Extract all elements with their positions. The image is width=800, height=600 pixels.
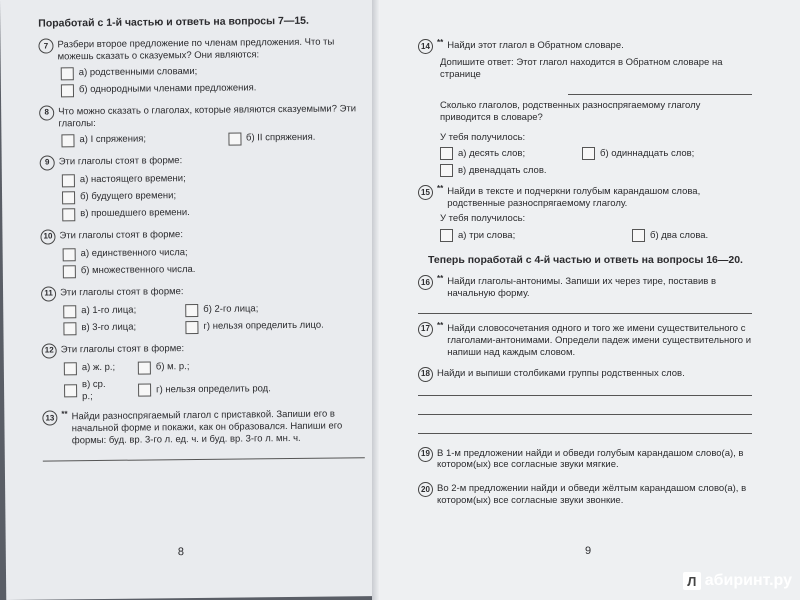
watermark-text: абиринт.ру	[704, 572, 792, 589]
question-text: Найди этот глагол в Обратном словаре.	[447, 40, 624, 51]
option-label: а) три слова;	[458, 229, 516, 241]
question-number: 18	[418, 367, 433, 382]
question-number: 12	[42, 343, 57, 358]
answer-line[interactable]	[568, 84, 752, 95]
difficulty-stars: **	[437, 274, 444, 284]
page-number: 8	[177, 546, 184, 559]
option-label: г) нельзя определить род.	[156, 382, 271, 395]
difficulty-stars: **	[437, 320, 444, 330]
option-label: а) десять слов;	[458, 147, 526, 159]
watermark-logo	[683, 572, 792, 590]
option-label: а) 1-го лица;	[81, 304, 137, 317]
right-heading: Теперь поработай с 4-й частью и ответь на вопросы 16—20.	[428, 254, 743, 266]
result-label: У тебя получилось:	[440, 131, 526, 143]
question-13	[42, 409, 365, 462]
answer-line[interactable]	[418, 404, 752, 415]
question-text: Найди глаголы-антонимы. Запиши их через тире, поставив в начальную форму.	[447, 276, 716, 299]
checkbox[interactable]	[440, 147, 453, 160]
checkbox[interactable]	[61, 67, 74, 80]
question-text: Найди в тексте и подчеркни голубым карандашом слова, родственные разноспрягаемому глаголу.	[447, 186, 701, 210]
question-text: Найди и выпиши столбиками группы родственных слов.	[437, 367, 685, 379]
question-number: 14	[418, 39, 433, 54]
question-11	[41, 284, 363, 335]
checkbox[interactable]	[63, 248, 76, 261]
option-label: б) будущего времени;	[80, 190, 177, 203]
option-label: в) 3-го лица;	[81, 321, 137, 334]
option-label: б) II спряжения.	[245, 131, 316, 144]
option-label: г) нельзя определить лицо.	[203, 319, 324, 333]
option-label: б) однородными членами предложения.	[78, 82, 257, 96]
checkbox[interactable]	[63, 322, 76, 335]
question-text: Эти глаголы стоят в форме:	[59, 228, 184, 242]
checkbox[interactable]	[62, 191, 75, 204]
question-15	[418, 186, 752, 242]
left-heading: Поработай с 1-й частью и ответь на вопросы 7—15.	[38, 14, 309, 30]
question-number: 16	[418, 275, 433, 290]
question-number: 13	[42, 411, 57, 426]
question-number: 10	[40, 229, 55, 244]
checkbox[interactable]	[185, 321, 198, 334]
option-label: в) двенадцать слов.	[458, 164, 547, 176]
option-label: а) родственными словами;	[78, 66, 198, 79]
question-18	[418, 368, 752, 434]
question-17	[418, 320, 752, 359]
question-text: Что можно сказать о глаголах, которые являются сказуемыми? Эти глаголы:	[58, 103, 357, 130]
logo-badge-icon: Л	[683, 572, 701, 590]
question-number: 7	[38, 39, 53, 54]
answer-line[interactable]	[418, 423, 752, 434]
option-label: б) множественного числа.	[80, 264, 196, 277]
question-text: Во 2-м предложении найди и обведи жёлтым карандашом слово(а), в котором(ых) все согласные звуки звонкие.	[437, 483, 747, 507]
checkbox[interactable]	[582, 147, 595, 160]
question-19	[418, 448, 752, 472]
question-text: Найди словосочетания одного и того же имени существительного с глаголами-антонимами. Определи падеж имени существительного и напиши над каждым словом.	[447, 322, 752, 358]
checkbox[interactable]	[138, 361, 151, 374]
question-number: 17	[418, 322, 433, 337]
question-text: Эти глаголы стоят в форме:	[60, 342, 185, 356]
checkbox[interactable]	[62, 174, 75, 187]
question-number: 9	[40, 155, 55, 170]
question-10	[40, 227, 362, 278]
option-label: б) два слова.	[650, 229, 709, 241]
checkbox[interactable]	[63, 305, 76, 318]
answer-line[interactable]	[418, 303, 752, 314]
question-text: В 1-м предложении найди и обведи голубым карандашом слово(а), в котором(ых) все согласные звуки мягкие.	[437, 447, 744, 471]
answer-line[interactable]	[43, 447, 365, 461]
checkbox[interactable]	[61, 84, 74, 97]
difficulty-stars: **	[437, 38, 444, 47]
option-label: в) прошедшего времени.	[80, 207, 190, 220]
question-text: Эти глаголы стоят в форме:	[58, 154, 183, 168]
question-text: Разбери второе предложение по членам предложения. Что ты можешь сказать о сказуемых? Они являются:	[57, 36, 335, 63]
left-page	[0, 0, 386, 600]
question-12	[42, 341, 365, 403]
question-number: 8	[39, 105, 54, 120]
right-page	[380, 0, 800, 600]
question-14	[418, 40, 752, 177]
checkbox[interactable]	[185, 304, 198, 317]
checkbox[interactable]	[63, 265, 76, 278]
checkbox[interactable]	[64, 362, 77, 375]
option-label: а) единственного числа;	[80, 247, 188, 260]
question-text-3: Сколько глаголов, родственных разноспрягаемому глаголу приводится в словаре?	[440, 99, 701, 123]
question-7	[38, 36, 361, 97]
option-label: б) 2-го лица;	[203, 303, 259, 316]
question-text: Найди разноспрягаемый глагол с приставкой. Запиши его в начальной форме и покажи, как он образовался. Напиши его формы: буд. вр. 3-го л. ед. ч. и буд. вр. 3-го л. мн. ч.	[71, 408, 343, 447]
difficulty-stars: **	[437, 184, 444, 194]
question-text-2: Допишите ответ: Этот глагол находится в Обратном словаре на странице	[440, 57, 723, 80]
checkbox[interactable]	[138, 383, 151, 396]
question-text: Эти глаголы стоят в форме:	[60, 285, 184, 299]
question-16	[418, 276, 752, 314]
checkbox[interactable]	[440, 164, 453, 177]
checkbox[interactable]	[64, 384, 77, 397]
difficulty-stars: **	[61, 409, 68, 419]
question-8	[39, 103, 361, 147]
checkbox[interactable]	[440, 229, 453, 242]
option-label: а) I спряжения;	[79, 133, 147, 146]
checkbox[interactable]	[61, 134, 74, 147]
page-number: 9	[585, 545, 592, 557]
question-number: 11	[41, 286, 56, 301]
question-number: 19	[418, 447, 433, 462]
question-20	[418, 483, 752, 507]
question-9	[40, 153, 363, 221]
option-label: а) настоящего времени;	[79, 173, 186, 186]
answer-line[interactable]	[418, 385, 752, 396]
checkbox[interactable]	[62, 208, 75, 221]
question-number: 15	[418, 185, 433, 200]
checkbox[interactable]	[632, 229, 645, 242]
option-label: б) м. р.;	[155, 361, 190, 373]
option-label: а) ж. р.;	[81, 362, 116, 374]
question-number: 20	[418, 482, 433, 497]
checkbox[interactable]	[228, 132, 241, 145]
option-label: в) ср. р.;	[81, 378, 106, 402]
option-label: б) одиннадцать слов;	[600, 147, 695, 159]
result-label: У тебя получилось:	[440, 213, 526, 225]
